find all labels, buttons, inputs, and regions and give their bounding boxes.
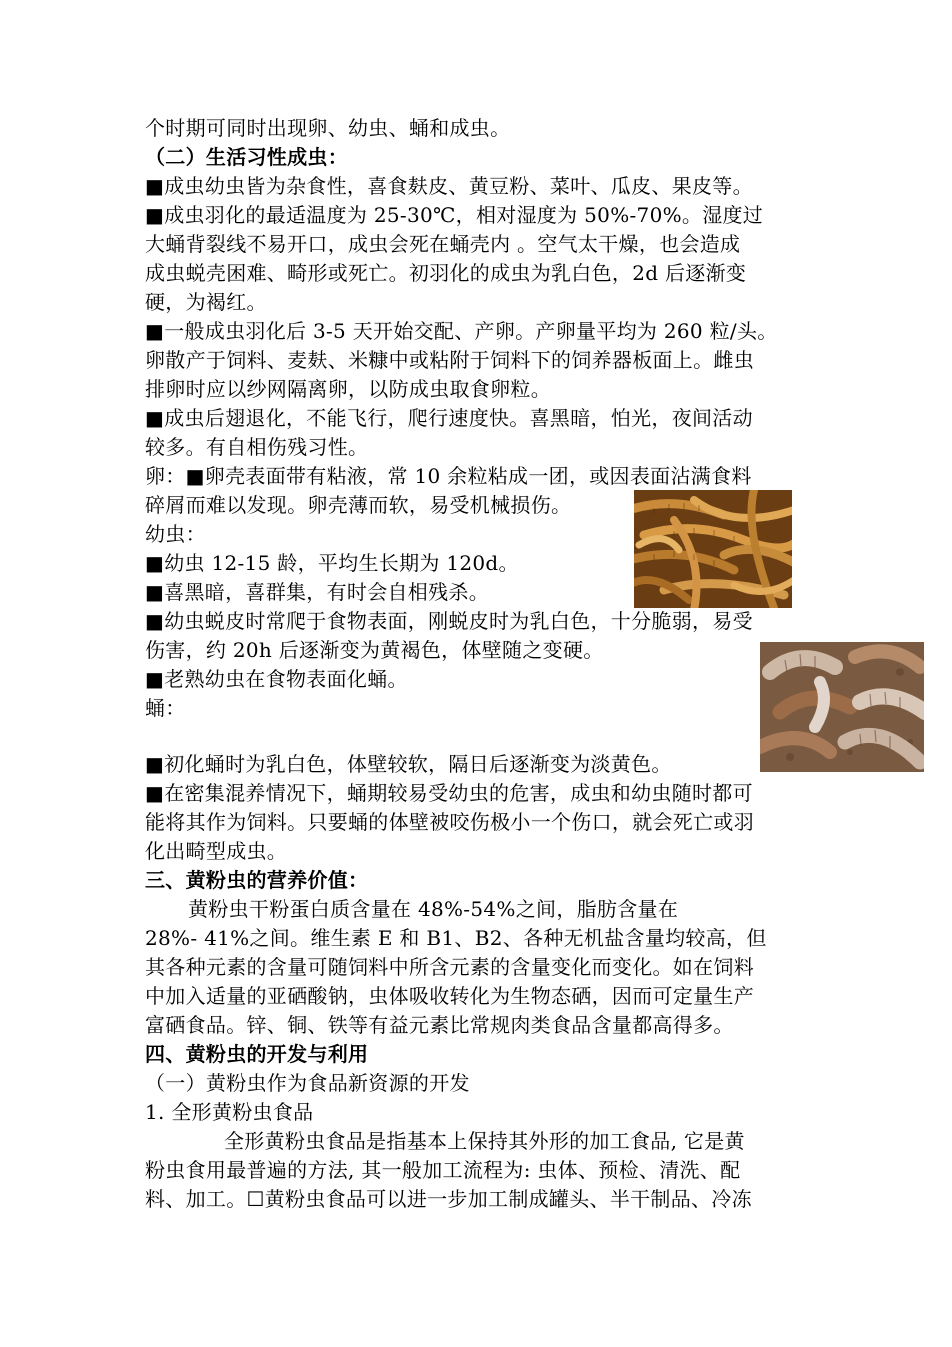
text-line: 化出畸型成虫。: [145, 839, 288, 863]
text-line: ■喜黑暗，喜群集，有时会自相残杀。: [145, 580, 489, 604]
text-line: 成虫蜕壳困难、畸形或死亡。初羽化的成虫为乳白色，2d 后逐渐变: [145, 261, 747, 285]
text-line: ■一般成虫羽化后 3-5 天开始交配、产卵。产卵量平均为 260 粒/头。: [145, 319, 778, 343]
text-line: 卵散产于饲料、麦麸、米糠中或粘附于饲料下的饲养器板面上。雌虫: [145, 348, 754, 372]
text-line: ■成虫幼虫皆为杂食性，喜食麸皮、黄豆粉、菜叶、瓜皮、果皮等。: [145, 174, 753, 198]
text-line: ■幼虫 12-15 龄，平均生长期为 120d。: [145, 551, 519, 575]
text-line: 卵：■卵壳表面带有粘液，常 10 余粒粘成一团，或因表面沾满食料: [145, 464, 752, 488]
text-line: （一）黄粉虫作为食品新资源的开发: [145, 1071, 470, 1095]
section-heading: （二）生活习性成虫：: [145, 145, 348, 169]
text-line: ■成虫后翅退化，不能飞行，爬行速度快。喜黑暗，怕光，夜间活动: [145, 406, 753, 430]
text-line: 全形黄粉虫食品是指基本上保持其外形的加工食品, 它是黄: [224, 1129, 745, 1153]
text-line: ■在密集混养情况下，蛹期较易受幼虫的危害，成虫和幼虫随时都可: [145, 781, 753, 805]
text-line: ■幼虫蜕皮时常爬于食物表面，刚蜕皮时为乳白色，十分脆弱，易受: [145, 609, 753, 633]
text-line: 大蛹背裂线不易开口，成虫会死在蛹壳内 。空气太干燥，也会造成: [145, 232, 741, 256]
text-line: 个时期可同时出现卵、幼虫、蛹和成虫。: [145, 116, 511, 140]
text-line: 碎屑而难以发现。卵壳薄而软，易受机械损伤。: [145, 493, 572, 517]
mealworm-pupae-photo: [760, 642, 924, 772]
text-line: 1. 全形黄粉虫食品: [145, 1100, 314, 1124]
text-line: ■老熟幼虫在食物表面化蛹。: [145, 667, 408, 691]
section-heading: 四、黄粉虫的开发与利用: [145, 1042, 369, 1066]
text-line: 较多。有自相伤残习性。: [145, 435, 369, 459]
text-line: 富硒食品。锌、铜、铁等有益元素比常规肉类食品含量都高得多。: [145, 1013, 734, 1037]
mealworm-larvae-photo: [634, 490, 792, 608]
text-line: 伤害，约 20h 后逐渐变为黄褐色，体壁随之变硬。: [145, 638, 604, 662]
text-line: 排卵时应以纱网隔离卵，以防成虫取食卵粒。: [145, 377, 551, 401]
text-line: ■成虫羽化的最适温度为 25-30℃，相对湿度为 50%-70%。湿度过: [145, 203, 764, 227]
text-line: 粉虫食用最普遍的方法, 其一般加工流程为: 虫体、预检、清洗、配: [145, 1158, 741, 1182]
text-line: 幼虫：: [145, 522, 206, 546]
text-line: 能将其作为饲料。只要蛹的体壁被咬伤极小一个伤口，就会死亡或羽: [145, 810, 754, 834]
text-line: 其各种元素的含量可随饲料中所含元素的含量变化而变化。如在饲料: [145, 955, 754, 979]
text-line: 蛹：: [145, 696, 186, 720]
text-line: 黄粉虫干粉蛋白质含量在 48%-54%之间，脂肪含量在: [188, 897, 679, 921]
text-line: 中加入适量的亚硒酸钠，虫体吸收转化为生物态硒，因而可定量生产: [145, 984, 754, 1008]
text-line: ■初化蛹时为乳白色，体壁较软，隔日后逐渐变为淡黄色。: [145, 752, 672, 776]
text-line: 28%- 41%之间。维生素 E 和 B1、B2、各种无机盐含量均较高，但: [145, 926, 767, 950]
text-line: 硬，为褐红。: [145, 290, 267, 314]
text-line: 料、加工。☐黄粉虫食品可以进一步加工制成罐头、半干制品、冷冻: [145, 1187, 752, 1211]
section-heading: 三、黄粉虫的营养价值：: [145, 868, 369, 892]
